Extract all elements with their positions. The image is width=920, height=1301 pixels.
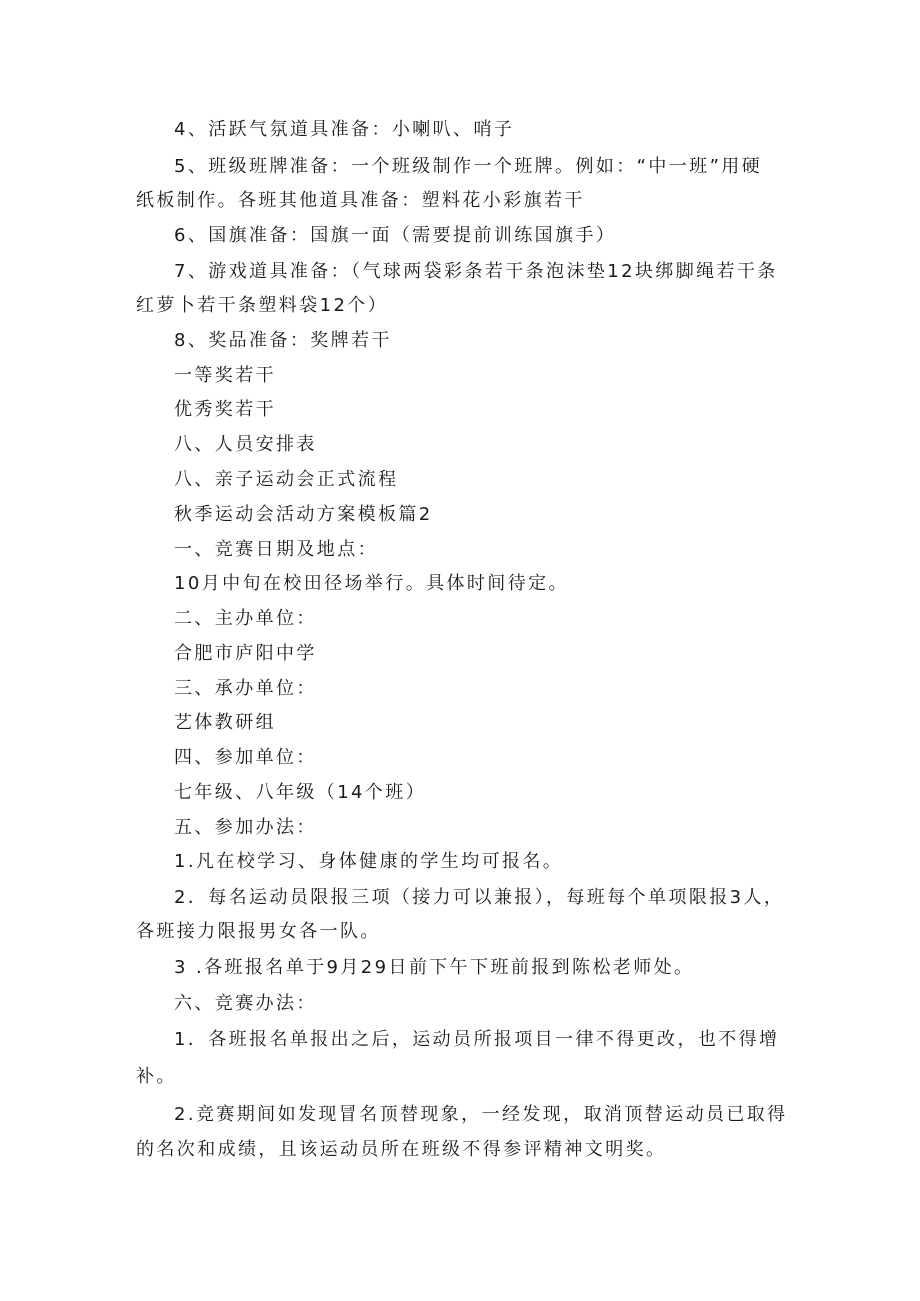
text-line: 1.凡在校学习、身体健康的学生均可报名。 — [174, 851, 564, 872]
heading: 五、参加办法： — [174, 817, 317, 838]
text-line: 优秀奖若干 — [174, 399, 276, 420]
text-line: 补。 — [136, 1066, 177, 1087]
text-line: 艺体教研组 — [174, 712, 276, 733]
heading: 四、参加单位： — [174, 747, 317, 768]
text-line: 七年级、八年级（14个班） — [174, 782, 427, 803]
heading: 三、承办单位： — [174, 678, 317, 699]
text-line: 8、奖品准备：奖牌若干 — [174, 330, 392, 351]
text-line: 6、国旗准备：国旗一面（需要提前训练国旗手） — [174, 225, 617, 246]
text-line: 2.竞赛期间如发现冒名顶替现象，一经发现，取消顶替运动员已取得 — [174, 1104, 788, 1125]
text-line: 红萝卜若干条塑料袋12个） — [136, 295, 389, 316]
heading: 六、竞赛办法： — [174, 993, 317, 1014]
text-line: 1．各班报名单报出之后，运动员所报项目一律不得更改，也不得增 — [174, 1029, 780, 1050]
text-line: 纸板制作。各班其他道具准备：塑料花小彩旗若干 — [136, 190, 585, 211]
section-title: 秋季运动会活动方案模板篇2 — [174, 504, 433, 525]
text-line: 各班接力限报男女各一队。 — [136, 921, 381, 942]
text-line: 八、人员安排表 — [174, 434, 317, 455]
text-line: 4、活跃气氛道具准备：小喇叭、哨子 — [174, 119, 515, 140]
heading: 二、主办单位： — [174, 608, 317, 629]
text-line: 合肥市庐阳中学 — [174, 643, 317, 664]
text-line: 一等奖若干 — [174, 365, 276, 386]
text-line: 5、班级班牌准备：一个班级制作一个班牌。例如：“中一班”用硬 — [174, 156, 763, 177]
text-line: 7、游戏道具准备：（气球两袋彩条若干条泡沫垫12块绑脚绳若干条 — [174, 261, 778, 282]
text-line: 10月中旬在校田径场举行。具体时间待定。 — [174, 573, 569, 594]
text-line: 的名次和成绩，且该运动员所在班级不得参评精神文明奖。 — [136, 1139, 667, 1160]
text-line: 3 .各班报名单于9月29日前下午下班前报到陈松老师处。 — [174, 957, 695, 978]
text-line: 八、亲子运动会正式流程 — [174, 469, 399, 490]
heading: 一、竞赛日期及地点： — [174, 539, 378, 560]
text-line: 2．每名运动员限报三项（接力可以兼报），每班每个单项限报3人， — [174, 887, 785, 908]
